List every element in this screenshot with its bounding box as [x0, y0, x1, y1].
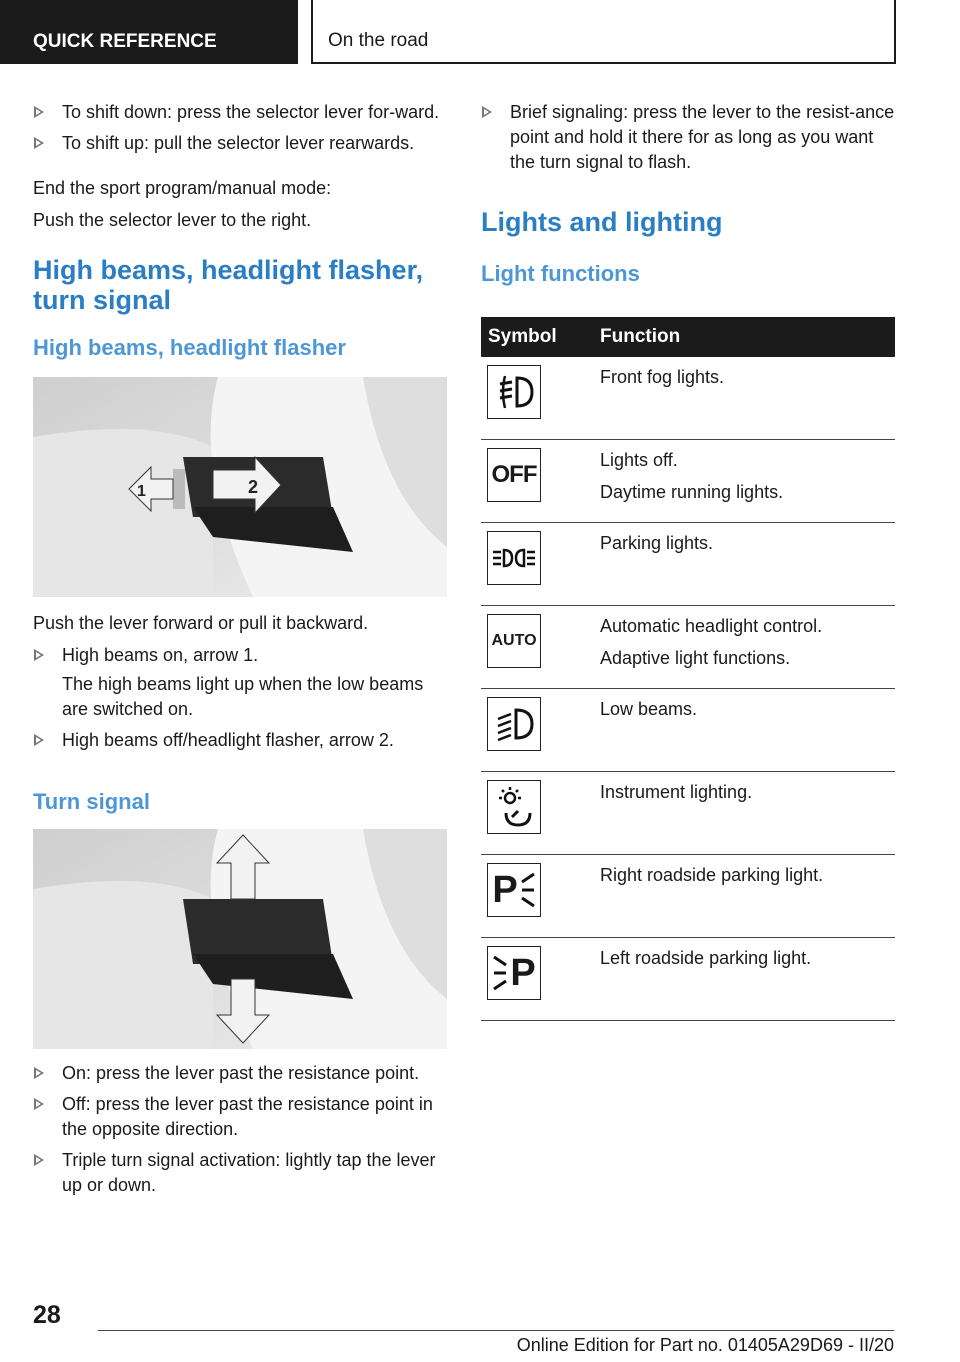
bullet-triangle-icon [34, 137, 44, 149]
footer-divider [98, 1330, 894, 1331]
column-header: Symbol [481, 317, 600, 357]
function-text: Low beams. [600, 699, 698, 719]
list-item: Brief signaling: press the lever to the resist-ance point and hold it there for as long as you want the turn signal to flash. [481, 100, 895, 175]
function-text: Lights off. [600, 450, 678, 470]
section-tab [0, 0, 298, 64]
bullet-triangle-icon [34, 1067, 44, 1079]
light-functions-table [481, 317, 895, 1021]
bullet-triangle-icon [34, 649, 44, 661]
table-row [481, 523, 895, 606]
function-text: Left roadside parking light. [600, 948, 812, 968]
auto-headlight-icon: AUTO [487, 614, 541, 668]
subsection-heading: Light functions [481, 261, 640, 286]
right-roadside-parking-icon: P [487, 863, 541, 917]
table-header-row [481, 317, 895, 357]
left-column [33, 100, 447, 1204]
function-text: Front fog lights. [600, 367, 725, 387]
low-beams-icon [487, 697, 541, 751]
table-row [481, 357, 895, 440]
table-row [481, 855, 895, 938]
list-item: High beams on, arrow 1. The high beams light up when the low beams are switched on. [33, 643, 447, 722]
list-item: Off: press the lever past the resistance point in the opposite direction. [33, 1092, 447, 1142]
arrow-2-label: 2 [248, 477, 259, 497]
bullet-triangle-icon [34, 106, 44, 118]
page-number: 28 [33, 1301, 61, 1329]
function-text: Automatic headlight control. [600, 616, 823, 636]
right-column [481, 100, 895, 1021]
column-header: Function [600, 317, 895, 357]
lights-off-icon: OFF [487, 448, 541, 502]
list-item: To shift down: press the selector lever for-ward. [33, 100, 447, 125]
table-row [481, 440, 895, 523]
paragraph: End the sport program/manual mode: [33, 178, 332, 198]
bullet-triangle-icon [34, 1154, 44, 1166]
turn-signal-figure [33, 829, 447, 1049]
section-label: QUICK REFERENCE [33, 31, 217, 52]
chapter-tab [311, 0, 896, 64]
list-item: Triple turn signal activation: lightly tap the lever up or down. [33, 1148, 447, 1198]
parking-lights-icon [487, 531, 541, 585]
footer-edition: Online Edition for Part no. 01405A29D69 - II/20 [516, 1335, 894, 1355]
bullet-triangle-icon [482, 106, 492, 118]
function-text: Instrument lighting. [600, 782, 753, 802]
paragraph: Push the selector lever to the right. [33, 210, 312, 230]
paragraph: Push the lever forward or pull it backward. [33, 613, 369, 633]
function-text: Parking lights. [600, 533, 714, 553]
table-row [481, 772, 895, 855]
arrow-1-label: 1 [137, 483, 146, 500]
bullet-triangle-icon [34, 734, 44, 746]
high-beams-figure [33, 377, 447, 597]
table-row [481, 606, 895, 689]
section-heading: High beams, headlight flasher, turn signal [33, 255, 424, 315]
table-row [481, 938, 895, 1021]
function-text: Adaptive light functions. [600, 648, 791, 668]
subsection-heading: High beams, headlight flasher [33, 335, 346, 360]
chapter-label: On the road [328, 30, 429, 51]
section-heading: Lights and lighting [481, 207, 723, 237]
instrument-lighting-icon [487, 780, 541, 834]
list-item-note: The high beams light up when the low beams are switched on. [62, 674, 424, 719]
list-item: To shift up: pull the selector lever rearwards. [33, 131, 447, 156]
list-item: High beams off/headlight flasher, arrow 2. [33, 728, 447, 753]
front-fog-lights-icon [487, 365, 541, 419]
function-text: Daytime running lights. [600, 482, 784, 502]
left-roadside-parking-icon: P [487, 946, 541, 1000]
function-text: Right roadside parking light. [600, 865, 824, 885]
list-item: On: press the lever past the resistance point. [33, 1061, 447, 1086]
table-row [481, 689, 895, 772]
bullet-triangle-icon [34, 1098, 44, 1110]
subsection-heading: Turn signal [33, 789, 150, 814]
